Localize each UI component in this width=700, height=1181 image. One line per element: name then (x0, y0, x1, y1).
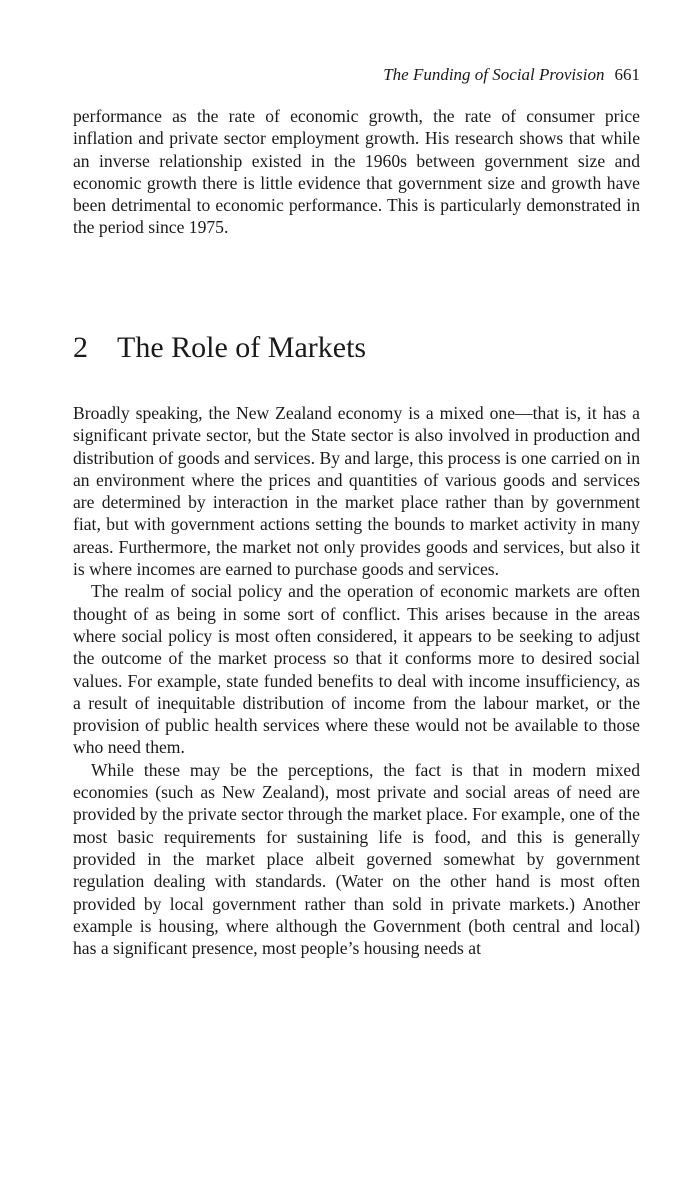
section-number: 2 (73, 331, 88, 364)
section-heading (73, 328, 366, 368)
section-title: The Role of Markets (117, 331, 367, 364)
continuation-paragraph: performance as the rate of economic growth, the rate of consumer price inflation and private sector employment growth. His research shows that while an inverse relationship existed in the 1960s between government size and economic growth there is little evidence that government size and growth have been detrimental to economic performance. This is particularly demonstrated in the period since 1975. (73, 106, 640, 238)
paragraph-2: The realm of social policy and the operation of economic markets are often thought of as being in some sort of conflict. This arises because in the areas where social policy is most often considered, it appears to be seeking to adjust the outcome of the market process so that it conforms more to desired social values. For example, state funded benefits to deal with income insufficiency, as a result of inequitable distribution of income from the labour market, or the provision of public health services where these would not be available to those who need them. (73, 581, 640, 758)
section-body (73, 402, 640, 959)
page-number: 661 (614, 65, 640, 84)
paragraph-3: While these may be the perceptions, the fact is that in modern mixed economies (such as New Zealand), most private and social areas of need are provided by the private sector through the market place. For example, one of the most basic requirements for sustaining life is food, and this is generally provided in the market place albeit governed somewhat by government regulation dealing with standards. (Water on the other hand is most often provided by local government rather than sold in private markets.) Another example is housing, where although the Government (both central and local) has a significant presence, most people’s housing needs at (73, 759, 640, 959)
paragraph-1: Broadly speaking, the New Zealand economy is a mixed one—that is, it has a significant private sector, but the State sector is also involved in production and distribution of goods and services. By and large, this process is one carried on in an environment where the prices and quantities of various goods and services are determined by interaction in the market place rather than by government fiat, but with government actions setting the bounds to market activity in many areas. Furthermore, the market not only provides goods and services, but also it is where incomes are earned to purchase goods and services. (73, 403, 640, 580)
running-head-title: The Funding of Social Provision (383, 65, 605, 84)
running-head (383, 64, 640, 86)
